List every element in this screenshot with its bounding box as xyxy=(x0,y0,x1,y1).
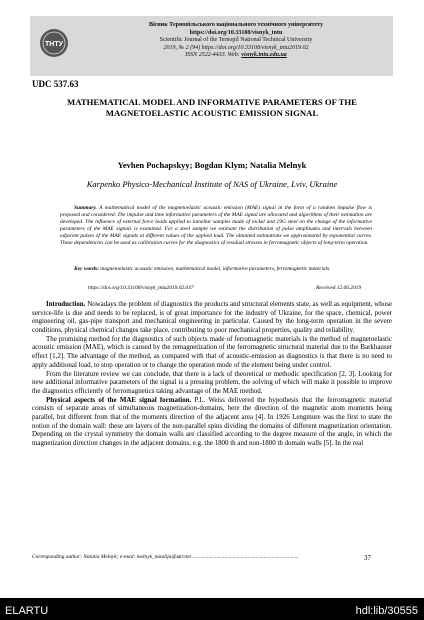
physical-aspects-text: P.L. Weiss delivered the hypothesis that the ferromagnetic material consists of separate areas of simultaneous magnetization-domains, here the direction of the magnetic atom moments being parallel, but different from that of the moments direction of the adjacent area [4]. In 1926 Lengmure was the first to state the notion of the domain wall: these are layers of the non-parallel spins dividing the domains of different magnetization orientation. Depending on the crystal symmetry the domain walls are classified according to the degree measure of the angle, in which the magnetization direction changes in the adjacent domains, e.g. the 1800 th and non-1800 th domain walls [5]. In the real xyxy=(32,395,392,447)
keywords-text: magnetoelastic acoustic emission, mathematical model, informative parameters, ferromagnetic materials. xyxy=(98,266,331,272)
journal-header xyxy=(30,16,393,76)
corresponding-author: Corresponding author: Natalia Melnyk; e-mail: melnyk_natalija@ukr.net ............................................................................... xyxy=(32,554,299,560)
paragraph-review: From the literature review we can conclude, that there is a lack of theoretical or methodic specification [2, 3]. Looking for new additional informative parameters of the signal is a pressing problem, the solving of which will make it possible to improve the diagnostics efficiently of ferromagnetics taking advantage of the MAE method. xyxy=(32,369,392,395)
journal-web-link[interactable]: visnyk.tntu.edu.ua xyxy=(241,52,287,59)
abstract xyxy=(60,205,372,247)
article-doi-link[interactable]: https://doi.org/10.33108/visnyk_tntu2019.02.037 xyxy=(88,285,194,291)
university-logo-icon xyxy=(39,28,69,58)
abstract-label: Summary. xyxy=(74,205,97,211)
journal-doi-url[interactable]: https://doi.org/10.33108/visnyk_tntu xyxy=(189,29,283,36)
journal-issue: 2019, № 2 (94) https://doi.org/10.33108/visnyk_tntu2019.02 xyxy=(163,44,309,51)
journal-issn xyxy=(86,52,386,60)
keywords-label: Key words: xyxy=(74,266,99,272)
paragraph-physical-aspects xyxy=(32,396,392,448)
paragraph-introduction xyxy=(32,300,392,335)
authors: Yevhen Pochapskyy; Bogdan Klym; Natalia Melnyk xyxy=(117,160,307,170)
page-number: 37 xyxy=(364,554,371,562)
affiliation: Karpenko Physico-Mechanical Institute of NAS of Ukraine, Lviv, Ukraine xyxy=(86,179,338,189)
keywords xyxy=(60,266,372,273)
introduction-text: Nowadays the problem of diagnostics the products and structural elements state, as well as equipment, whose service-life is due and needs to be replaced, is of great importance for the industry of Ukraine, for the space, chemical, power engineering oil, gas-pipe transport and mechanical engineering in particular. Caused by the long-term operation in the severe conditions, physical chemical changes take place, contributing to poor mechanical properties, quality and reliability. xyxy=(32,300,392,335)
journal-info xyxy=(86,22,386,60)
repository-handle[interactable]: hdl:lib/30555 xyxy=(355,605,418,617)
udc-code: UDC 537.63 xyxy=(32,79,79,89)
received-date: Received 12.06.2019 xyxy=(316,285,362,291)
introduction-heading: Introduction. xyxy=(46,300,86,308)
abstract-text: A mathematical model of the magnetoelastic acoustic emission (MAE) signal in the form of a random impulse flow is proposed and considered. The impulse and time informative parameters of the MAE signal are allocated and algorithms of their estimation are developed. The influence of external force loads applied to lamellar samples made of nickel and 19G steel on the change of the informative parameters of the MAE signals is examined. For a steel sample we estimate the distribution of pulse amplitudes and intervals between adjacent pulses of the MAE signals at different values of the applied load. The obtained estimations we approximated by exponential curves. These dependencies can be used as calibration curves for the diagnostics of residual stresses in ferromagnetic objects of long-term operation. xyxy=(60,205,372,246)
logo-text: ТНТУ xyxy=(45,41,63,48)
journal-name-ua: Вісник Тернопільського національного технічного університету xyxy=(148,22,324,28)
paragraph-method: The promising method for the diagnostics of such objects made of ferromagnetic materials is the method of magnetoelastic acoustic emission (MAE), which is caused by the remagnetization of the ferromagnetic structural material due to the Barkhauser effect [1,2]. The advantage of the method, as compared with that of acoustic-emission as diagnostics is that there is no need to apply additional load, to stop operation or to change the operation mode of the element being under control. xyxy=(32,334,392,369)
article-title: MATHEMATICAL MODEL AND INFORMATIVE PARAMETERS OF THE MAGNETOELASTIC ACOUSTIC EMISSION SIGNAL xyxy=(67,97,357,118)
journal-name-en: Scientific Journal of the Ternopil National Technical University xyxy=(159,37,313,44)
physical-aspects-heading: Physical aspects of the MAE signal formation. xyxy=(46,395,192,404)
repository-name: ELARTU xyxy=(5,605,49,617)
issn-text: ISSN 2522-4433. Web: xyxy=(185,52,242,59)
article-body xyxy=(32,300,392,448)
